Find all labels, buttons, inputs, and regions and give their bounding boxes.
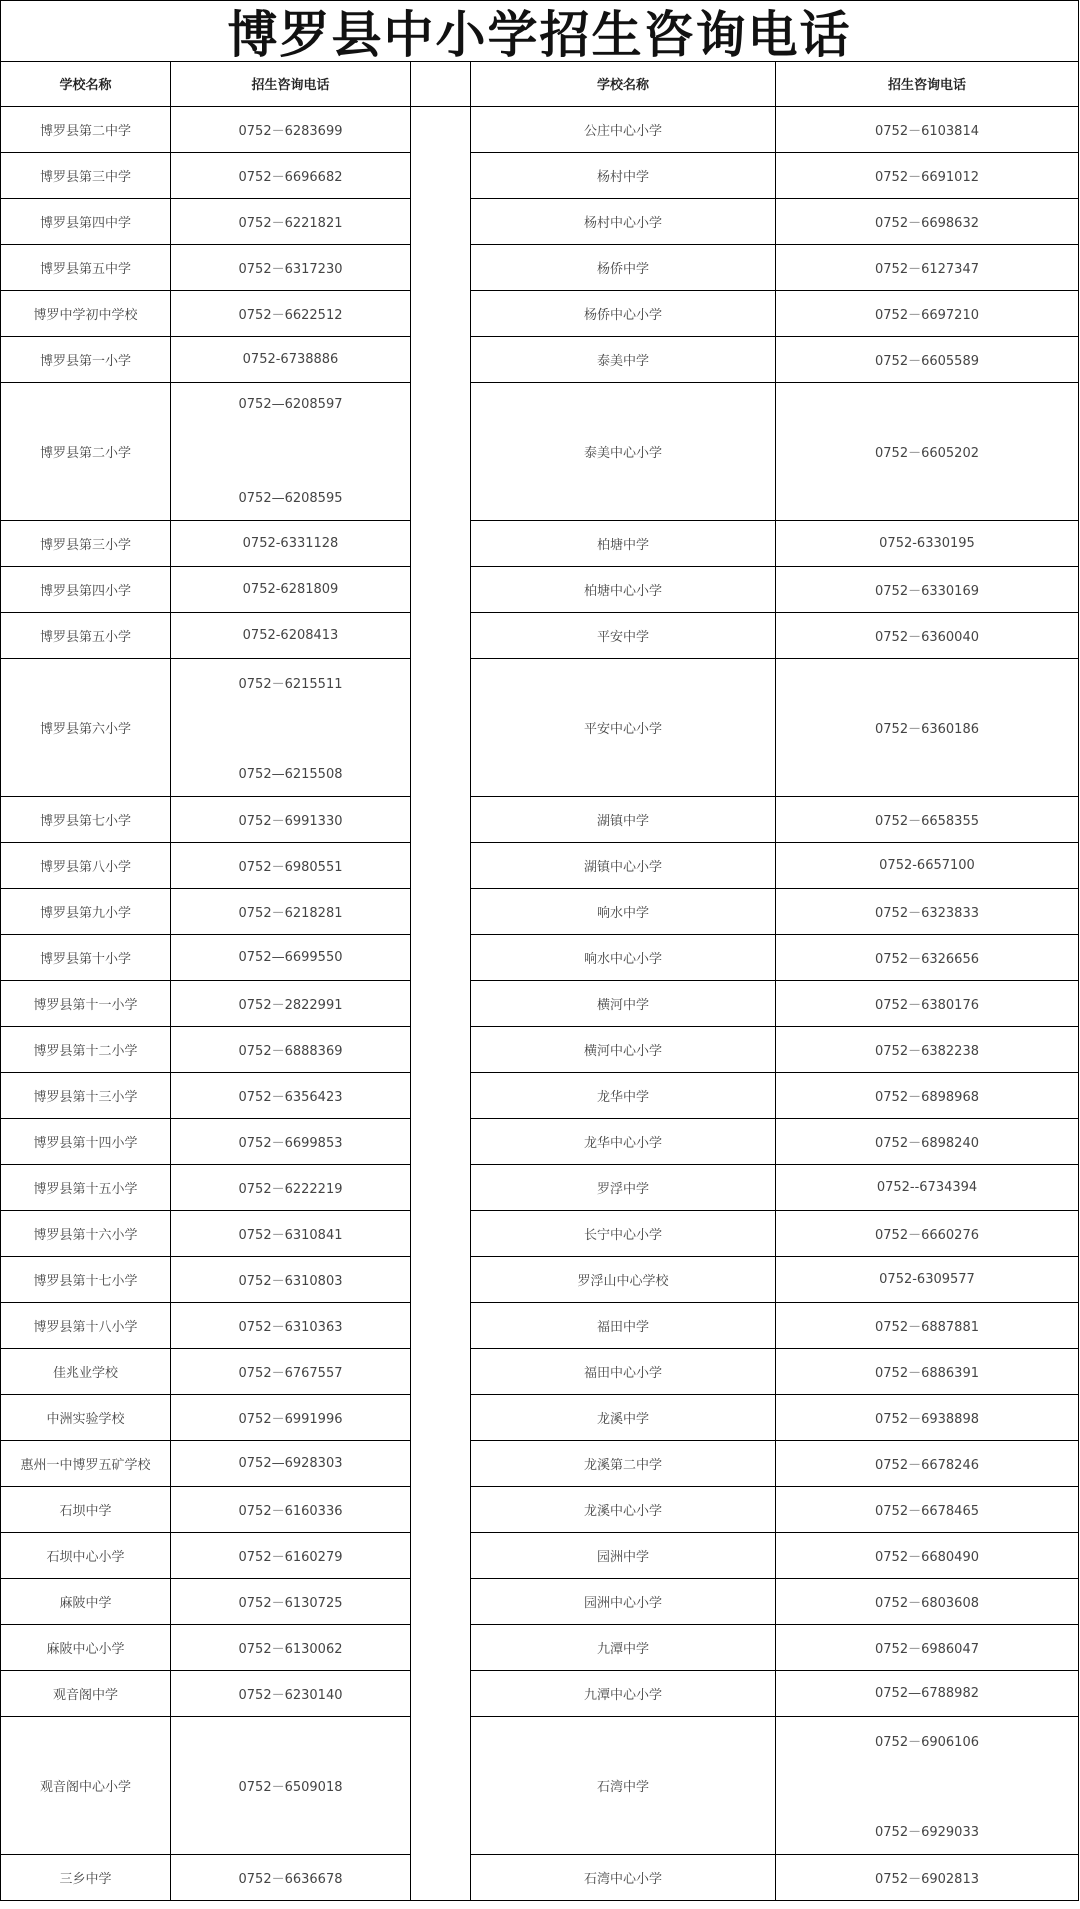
right-phone-number: 0752－6605589	[875, 354, 979, 369]
right-school-name: 横河中心小学	[471, 1027, 776, 1073]
left-school-name: 三乡中学	[0, 1855, 171, 1901]
right-phone-number: 0752－6803608	[875, 1596, 979, 1611]
right-school-name: 石湾中学	[471, 1717, 776, 1855]
right-school-name: 湖镇中学	[471, 797, 776, 843]
left-phone-cell	[171, 383, 411, 521]
left-phone-cell	[171, 935, 411, 981]
right-phone-cell	[776, 1165, 1079, 1211]
left-school-name: 博罗县第二小学	[0, 383, 171, 521]
right-phone-number: 0752－6906106	[875, 1735, 979, 1750]
left-phone-cell	[171, 1119, 411, 1165]
right-phone-cell	[776, 1211, 1079, 1257]
right-phone-cell	[776, 889, 1079, 935]
left-school-name: 博罗县第十二小学	[0, 1027, 171, 1073]
left-phone-cell	[171, 1671, 411, 1717]
right-school-name: 园洲中学	[471, 1533, 776, 1579]
right-phone-number: 0752－6605202	[875, 446, 979, 461]
right-school-name: 泰美中学	[471, 337, 776, 383]
left-school-name: 石坝中心小学	[0, 1533, 171, 1579]
left-phone-number: 0752－6696682	[238, 170, 343, 185]
left-phone-number: 0752-6331128	[242, 536, 339, 551]
header-right-phone: 招生咨询电话	[776, 61, 1079, 107]
right-school-name: 公庄中心小学	[471, 107, 776, 153]
right-school-name: 罗浮中学	[471, 1165, 776, 1211]
right-phone-cell	[776, 153, 1079, 199]
right-school-name: 龙溪中心小学	[471, 1487, 776, 1533]
left-phone-number: 0752－6310841	[238, 1228, 343, 1243]
header-left-school-name: 学校名称	[0, 61, 171, 107]
right-phone-number: 0752－6382238	[875, 1044, 979, 1059]
right-phone-number: 0752－6680490	[875, 1550, 979, 1565]
left-phone-cell	[171, 843, 411, 889]
left-phone-cell	[171, 1165, 411, 1211]
left-phone-cell	[171, 1855, 411, 1901]
left-phone-cell	[171, 567, 411, 613]
left-phone-number: 0752－6356423	[238, 1090, 343, 1105]
right-phone-number: 0752－6127347	[875, 262, 979, 277]
right-phone-number: 0752－6323833	[875, 906, 979, 921]
left-phone-cell	[171, 337, 411, 383]
left-school-name: 博罗县第五中学	[0, 245, 171, 291]
right-school-name: 杨侨中心小学	[471, 291, 776, 337]
right-phone-number: 0752－6360186	[875, 722, 979, 737]
left-phone-number: 0752—6208595	[238, 491, 343, 506]
left-phone-cell	[171, 889, 411, 935]
left-phone-number: 0752-6281809	[242, 582, 339, 597]
right-school-name: 泰美中心小学	[471, 383, 776, 521]
left-phone-number: 0752－6317230	[238, 262, 343, 277]
left-phone-number: 0752－6230140	[238, 1688, 343, 1703]
header-left-phone: 招生咨询电话	[171, 61, 411, 107]
left-school-name: 麻陂中学	[0, 1579, 171, 1625]
right-phone-number: 0752－6658355	[875, 814, 979, 829]
left-phone-cell	[171, 1303, 411, 1349]
right-school-name: 罗浮山中心学校	[471, 1257, 776, 1303]
left-phone-cell	[171, 1257, 411, 1303]
right-phone-cell	[776, 291, 1079, 337]
right-school-name: 湖镇中心小学	[471, 843, 776, 889]
right-phone-number: 0752－6929033	[875, 1825, 979, 1840]
left-school-name: 博罗县第十七小学	[0, 1257, 171, 1303]
left-phone-number: 0752－6636678	[238, 1872, 343, 1887]
left-school-name: 博罗县第十小学	[0, 935, 171, 981]
right-phone-cell	[776, 1855, 1079, 1901]
left-school-name: 博罗县第十五小学	[0, 1165, 171, 1211]
right-phone-cell	[776, 981, 1079, 1027]
right-phone-number: 0752－6326656	[875, 952, 979, 967]
right-school-name: 龙华中学	[471, 1073, 776, 1119]
header-right-school-name: 学校名称	[471, 61, 776, 107]
left-school-name: 观音阁中心小学	[0, 1717, 171, 1855]
left-school-name: 博罗县第三中学	[0, 153, 171, 199]
right-phone-cell	[776, 1625, 1079, 1671]
left-school-name: 博罗县第五小学	[0, 613, 171, 659]
right-phone-number: 0752-6330195	[879, 536, 975, 551]
left-school-name: 博罗县第七小学	[0, 797, 171, 843]
right-phone-cell	[776, 1027, 1079, 1073]
left-school-name: 惠州一中博罗五矿学校	[0, 1441, 171, 1487]
right-phone-number: 0752--6734394	[876, 1180, 978, 1195]
left-school-name: 博罗县第九小学	[0, 889, 171, 935]
left-phone-cell	[171, 613, 411, 659]
right-school-name: 龙溪中学	[471, 1395, 776, 1441]
right-school-name: 横河中学	[471, 981, 776, 1027]
left-phone-number: 0752－6310363	[238, 1320, 343, 1335]
right-phone-cell	[776, 935, 1079, 981]
right-phone-cell	[776, 1671, 1079, 1717]
right-phone-cell	[776, 1395, 1079, 1441]
left-phone-number: 0752－6699853	[238, 1136, 343, 1151]
right-phone-cell	[776, 1441, 1079, 1487]
left-phone-number: 0752－6218281	[238, 906, 343, 921]
left-phone-number: 0752－6622512	[238, 308, 343, 323]
left-school-name: 博罗中学初中学校	[0, 291, 171, 337]
right-school-name: 九潭中心小学	[471, 1671, 776, 1717]
right-phone-number: 0752－6380176	[875, 998, 979, 1013]
right-phone-number: 0752－6360040	[875, 630, 979, 645]
right-phone-number: 0752－6330169	[875, 584, 979, 599]
left-school-name: 博罗县第六小学	[0, 659, 171, 797]
left-phone-number: 0752－6221821	[238, 216, 343, 231]
right-phone-cell	[776, 1073, 1079, 1119]
right-phone-number: 0752－6678246	[875, 1458, 979, 1473]
left-phone-cell	[171, 1395, 411, 1441]
left-school-name: 博罗县第十一小学	[0, 981, 171, 1027]
right-school-name: 杨村中心小学	[471, 199, 776, 245]
right-phone-number: 0752－6938898	[875, 1412, 979, 1427]
right-school-name: 杨村中学	[471, 153, 776, 199]
left-school-name: 博罗县第四中学	[0, 199, 171, 245]
left-phone-number: 0752—6215508	[238, 767, 343, 782]
right-phone-number: 0752－6691012	[875, 170, 979, 185]
right-school-name: 石湾中心小学	[471, 1855, 776, 1901]
right-phone-number: 0752－6898240	[875, 1136, 979, 1151]
left-phone-number: 0752－6215511	[238, 677, 343, 692]
left-phone-cell	[171, 659, 411, 797]
right-phone-cell	[776, 659, 1079, 797]
right-phone-number: 0752-6309577	[879, 1272, 975, 1287]
right-phone-number: 0752－6986047	[875, 1642, 979, 1657]
left-school-name: 麻陂中心小学	[0, 1625, 171, 1671]
right-phone-number: 0752—6788982	[875, 1686, 979, 1701]
right-school-name: 柏塘中心小学	[471, 567, 776, 613]
left-school-name: 石坝中学	[0, 1487, 171, 1533]
left-phone-number: 0752－6130725	[238, 1596, 343, 1611]
left-phone-number: 0752－6980551	[238, 860, 343, 875]
left-phone-number: 0752—6208597	[238, 397, 343, 412]
right-school-name: 龙华中心小学	[471, 1119, 776, 1165]
left-phone-number: 0752－6888369	[238, 1044, 343, 1059]
right-school-name: 园洲中心小学	[471, 1579, 776, 1625]
left-phone-cell	[171, 521, 411, 567]
right-school-name: 龙溪第二中学	[471, 1441, 776, 1487]
left-phone-number: 0752－6130062	[238, 1642, 343, 1657]
left-phone-number: 0752－6222219	[238, 1182, 343, 1197]
right-school-name: 响水中学	[471, 889, 776, 935]
right-phone-cell	[776, 107, 1079, 153]
left-phone-cell	[171, 797, 411, 843]
left-school-name: 博罗县第十八小学	[0, 1303, 171, 1349]
left-phone-cell	[171, 1579, 411, 1625]
right-phone-number: 0752－6698632	[875, 216, 979, 231]
left-school-name: 中洲实验学校	[0, 1395, 171, 1441]
left-phone-cell	[171, 1487, 411, 1533]
left-school-name: 博罗县第十四小学	[0, 1119, 171, 1165]
right-school-name: 柏塘中学	[471, 521, 776, 567]
left-phone-cell	[171, 1027, 411, 1073]
left-phone-cell	[171, 291, 411, 337]
left-phone-number: 0752－6283699	[238, 124, 343, 139]
left-phone-cell	[171, 1349, 411, 1395]
left-phone-cell	[171, 981, 411, 1027]
left-phone-number: 0752－6991996	[238, 1412, 343, 1427]
right-school-name: 福田中心小学	[471, 1349, 776, 1395]
right-phone-number: 0752－6898968	[875, 1090, 979, 1105]
left-phone-cell	[171, 1211, 411, 1257]
left-school-name: 博罗县第一小学	[0, 337, 171, 383]
column-gap	[411, 107, 471, 1901]
left-school-name: 博罗县第三小学	[0, 521, 171, 567]
left-phone-number: 0752—6699550	[238, 950, 343, 965]
left-phone-number: 0752－6160336	[238, 1504, 343, 1519]
left-phone-number: 0752-6208413	[242, 628, 339, 643]
left-school-name: 佳兆业学校	[0, 1349, 171, 1395]
right-phone-number: 0752－6678465	[875, 1504, 979, 1519]
right-school-name: 长宁中心小学	[471, 1211, 776, 1257]
right-phone-cell	[776, 1717, 1079, 1855]
left-phone-cell	[171, 107, 411, 153]
right-phone-cell	[776, 843, 1079, 889]
right-school-name: 福田中学	[471, 1303, 776, 1349]
right-phone-cell	[776, 613, 1079, 659]
right-phone-cell	[776, 521, 1079, 567]
right-phone-cell	[776, 1119, 1079, 1165]
left-school-name: 观音阁中学	[0, 1671, 171, 1717]
right-phone-number: 0752－6887881	[875, 1320, 979, 1335]
left-school-name: 博罗县第十六小学	[0, 1211, 171, 1257]
right-phone-cell	[776, 567, 1079, 613]
header-gap	[411, 61, 471, 107]
left-school-name: 博罗县第四小学	[0, 567, 171, 613]
left-phone-cell	[171, 1073, 411, 1119]
right-phone-cell	[776, 245, 1079, 291]
left-phone-number: 0752－6160279	[238, 1550, 343, 1565]
left-school-name: 博罗县第十三小学	[0, 1073, 171, 1119]
left-phone-cell	[171, 1717, 411, 1855]
right-phone-cell	[776, 1303, 1079, 1349]
left-phone-cell	[171, 199, 411, 245]
right-phone-cell	[776, 1349, 1079, 1395]
right-phone-number: 0752－6697210	[875, 308, 979, 323]
right-school-name: 杨侨中学	[471, 245, 776, 291]
right-phone-cell	[776, 1579, 1079, 1625]
right-school-name: 平安中心小学	[471, 659, 776, 797]
left-school-name: 博罗县第二中学	[0, 107, 171, 153]
right-school-name: 响水中心小学	[471, 935, 776, 981]
right-school-name: 平安中学	[471, 613, 776, 659]
left-phone-number: 0752—6928303	[238, 1456, 343, 1471]
left-phone-number: 0752－2822991	[238, 998, 343, 1013]
left-phone-number: 0752-6738886	[242, 352, 339, 367]
right-phone-number: 0752－6902813	[875, 1872, 979, 1887]
right-phone-cell	[776, 1257, 1079, 1303]
left-phone-number: 0752－6509018	[238, 1780, 343, 1795]
right-phone-number: 0752-6657100	[879, 858, 975, 873]
right-school-name: 九潭中学	[471, 1625, 776, 1671]
right-phone-number: 0752－6660276	[875, 1228, 979, 1243]
left-phone-cell	[171, 245, 411, 291]
right-phone-cell	[776, 383, 1079, 521]
right-phone-cell	[776, 337, 1079, 383]
left-phone-cell	[171, 1625, 411, 1671]
right-phone-cell	[776, 199, 1079, 245]
right-phone-cell	[776, 1533, 1079, 1579]
left-phone-number: 0752－6991330	[238, 814, 343, 829]
left-phone-number: 0752－6767557	[238, 1366, 343, 1381]
left-phone-cell	[171, 1533, 411, 1579]
left-phone-number: 0752－6310803	[238, 1274, 343, 1289]
right-phone-cell	[776, 1487, 1079, 1533]
right-phone-number: 0752－6886391	[875, 1366, 979, 1381]
left-phone-cell	[171, 1441, 411, 1487]
page-title: 博罗县中小学招生咨询电话	[0, 0, 1079, 62]
left-school-name: 博罗县第八小学	[0, 843, 171, 889]
right-phone-number: 0752－6103814	[875, 124, 979, 139]
right-phone-cell	[776, 797, 1079, 843]
left-phone-cell	[171, 153, 411, 199]
